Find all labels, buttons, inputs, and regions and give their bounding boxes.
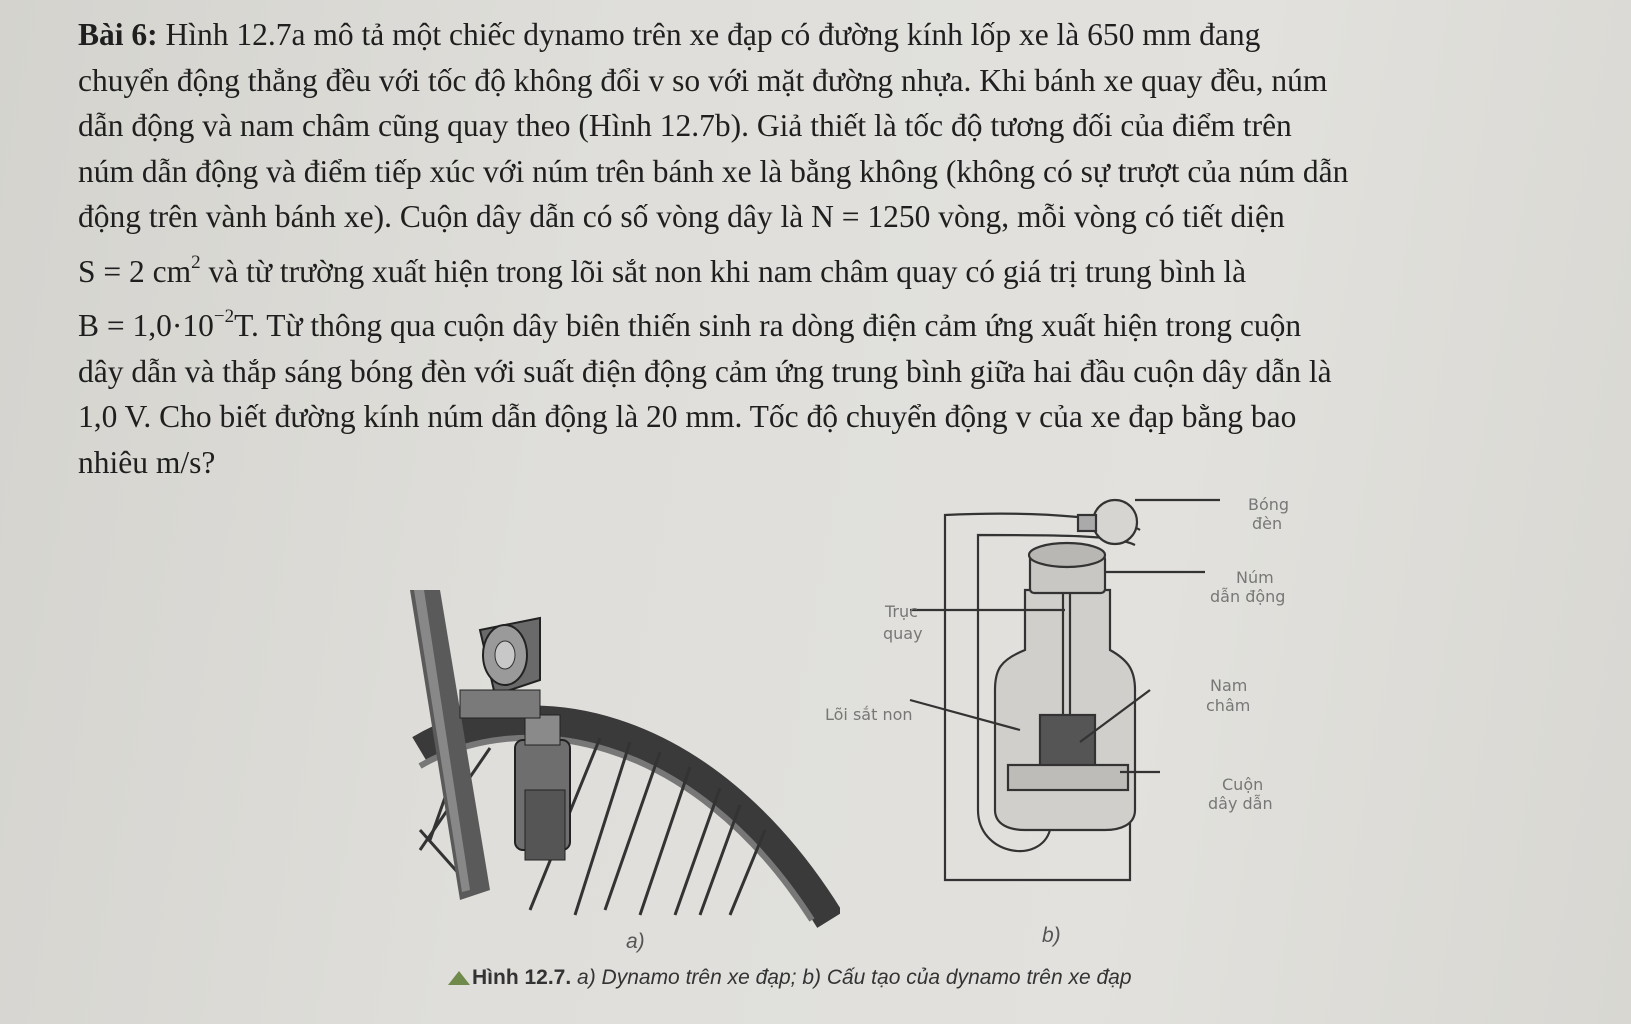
equation-s: S = 2 $cm^2$: [78, 251, 201, 289]
problem-line-10: nhiêu m/s?: [78, 444, 216, 480]
label-knob-2: dẫn động: [1210, 587, 1286, 606]
figure-a-label: a): [626, 930, 645, 953]
caption-triangle-icon: [448, 971, 470, 985]
coil: [1008, 765, 1128, 790]
problem-line-8: dây dẫn và thắp sáng bóng đèn với suất điện động cảm ứng trung bình giữa hai đầu cuộn dây dẫn là: [78, 353, 1332, 389]
label-magnet-1: Nam: [1210, 676, 1248, 695]
bulb: [1093, 500, 1137, 544]
problem-line-3: dẫn động và nam châm cũng quay theo (Hình 12.7b). Giả thiết là tốc độ tương đối của điểm trên: [78, 108, 1292, 143]
label-knob-1: Núm: [1236, 568, 1274, 587]
figure-caption: Hình 12.7. a) Dynamo trên xe đạp; b) Cấu tạo của dynamo trên xe đạp: [472, 966, 1132, 989]
problem-line-9: 1,0 V. Cho biết đường kính núm dẫn động là 20 mm. Tốc độ chuyển động v của xe đạp bằng bao: [78, 399, 1297, 434]
problem-line-1: Bài 6: Hình 12.7a mô tả một chiếc dynamo trên xe đạp có đường kính lốp xe là 650 mm đang: [78, 17, 1261, 52]
equation-n: N = 1250: [811, 199, 931, 234]
label-core: Lõi sắt non: [825, 705, 913, 724]
problem-text: [78, 12, 1618, 485]
label-coil-1: Cuộn: [1222, 775, 1264, 794]
problem-title: Bài 6:: [78, 17, 158, 52]
dynamo-outline: [995, 590, 1135, 830]
problem-line-2: chuyển động thẳng đều với tốc độ không đổi v so với mặt đường nhựa. Khi bánh xe quay đều, núm: [78, 62, 1328, 98]
label-axis-1: Trục: [885, 602, 918, 621]
caption-number: Hình 12.7.: [472, 966, 572, 989]
figure-a-bicycle-dynamo: [400, 590, 840, 930]
problem-line-6: S = 2 $cm^2$ và từ trường xuất hiện trong lõi sắt non khi nam châm quay có giá trị trung bình là: [78, 251, 1247, 289]
label-bulb-2: đèn: [1252, 514, 1283, 533]
problem-line-5: động trên vành bánh xe). Cuộn dây dẫn có số vòng dây là N = 1250 vòng, mỗi vòng có tiết diện: [78, 199, 1285, 234]
label-axis-2: quay: [883, 624, 923, 643]
label-bulb-1: Bóng: [1248, 495, 1290, 514]
problem-line-4: núm dẫn động và điểm tiếp xúc với núm trên bánh xe là bằng không (không có sự trượt của núm dẫn: [78, 153, 1349, 189]
problem-line-7: $B = 1,0\cdot 10^{-2}T$. Từ thông qua cuộn dây biên thiến sinh ra dòng điện cảm ứng xuất hiện trong cuộn: [78, 306, 1302, 343]
label-magnet-2: châm: [1206, 696, 1251, 715]
equation-b: $B = 1,0\cdot 10^{-2}T$: [78, 306, 252, 343]
figure-b-label: b): [1042, 924, 1061, 947]
label-coil-2: dây dẫn: [1208, 794, 1273, 813]
lamp: [480, 618, 540, 695]
magnet: [1040, 715, 1095, 770]
